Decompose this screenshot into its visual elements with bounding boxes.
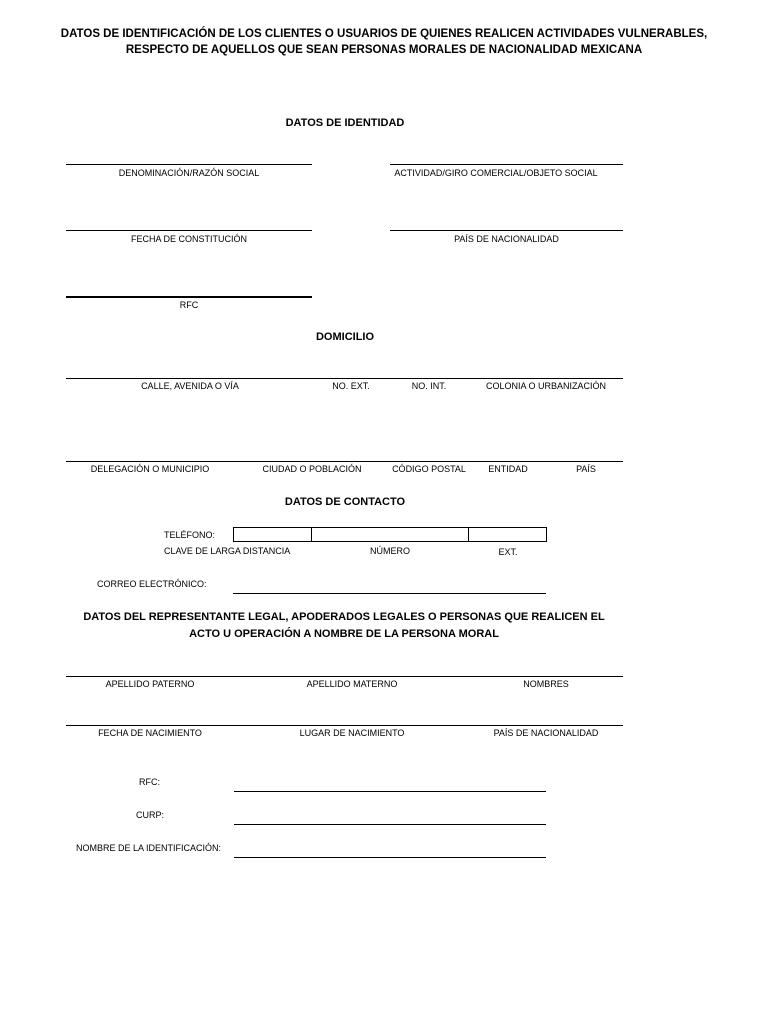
curp-field-line[interactable] xyxy=(234,824,546,825)
ciudad-label: CIUDAD O POBLACIÓN xyxy=(262,464,362,474)
lugar-nacimiento-label: LUGAR DE NACIMIENTO xyxy=(299,728,405,738)
nombre-identificacion-label: NOMBRE DE LA IDENTIFICACIÓN: xyxy=(76,843,222,853)
telefono-ext-box[interactable] xyxy=(468,527,547,542)
document-title-line-1: DATOS DE IDENTIFICACIÓN DE LOS CLIENTES O USUARIOS DE QUIENES REALICEN ACTIVIDADES VULNERABLES, xyxy=(60,28,708,40)
no-int-label: NO. INT. xyxy=(411,381,447,391)
curp-label: CURP: xyxy=(135,810,164,820)
section-heading-identidad: DATOS DE IDENTIDAD xyxy=(285,117,405,129)
denominacion-field-line[interactable] xyxy=(66,164,312,165)
apellido-paterno-label: APELLIDO PATERNO xyxy=(105,679,195,689)
rfc-rep-field-line[interactable] xyxy=(234,791,546,792)
correo-field-line[interactable] xyxy=(233,593,546,594)
ext-label: EXT. xyxy=(498,547,518,557)
section-heading-contacto: DATOS DE CONTACTO xyxy=(284,496,406,508)
rfc-field-line[interactable] xyxy=(66,296,312,298)
calle-label: CALLE, AVENIDA O VÍA xyxy=(141,381,239,391)
pais-nacionalidad-rep-label: PAÍS DE NACIONALIDAD xyxy=(493,728,599,738)
section-heading-representante-line-1: DATOS DEL REPRESENTANTE LEGAL, APODERADOS LEGALES O PERSONAS QUE REALICEN EL xyxy=(83,611,605,623)
rfc-label: RFC xyxy=(179,300,199,310)
apellido-materno-label: APELLIDO MATERNO xyxy=(306,679,398,689)
no-ext-label: NO. EXT. xyxy=(332,381,370,391)
colonia-label: COLONIA O URBANIZACIÓN xyxy=(485,381,607,391)
entidad-label: ENTIDAD xyxy=(488,464,528,474)
fecha-nacimiento-label: FECHA DE NACIMIENTO xyxy=(98,728,202,738)
actividad-field-line[interactable] xyxy=(390,164,623,165)
delegacion-label: DELEGACIÓN O MUNICIPIO xyxy=(90,464,210,474)
telefono-clave-box[interactable] xyxy=(233,527,312,542)
actividad-label: ACTIVIDAD/GIRO COMERCIAL/OBJETO SOCIAL xyxy=(394,168,598,178)
pais-label: PAÍS xyxy=(576,464,596,474)
document-title-line-2: RESPECTO DE AQUELLOS QUE SEAN PERSONAS MORALES DE NACIONALIDAD MEXICANA xyxy=(125,44,643,56)
telefono-numero-box[interactable] xyxy=(311,527,469,542)
clave-larga-distancia-label: CLAVE DE LARGA DISTANCIA xyxy=(164,546,291,556)
telefono-label: TELÉFONO: xyxy=(164,530,216,540)
section-heading-domicilio: DOMICILIO xyxy=(315,331,375,343)
representante-nacimiento-line[interactable] xyxy=(66,725,623,726)
domicilio-line-1[interactable] xyxy=(66,378,623,379)
pais-nacionalidad-field-line[interactable] xyxy=(390,230,623,231)
correo-label: CORREO ELECTRÓNICO: xyxy=(97,579,207,589)
representante-nombre-line[interactable] xyxy=(66,676,623,677)
fecha-constitucion-label: FECHA DE CONSTITUCIÓN xyxy=(130,234,247,244)
pais-nacionalidad-label: PAÍS DE NACIONALIDAD xyxy=(454,234,559,244)
codigo-postal-label: CÓDIGO POSTAL xyxy=(392,464,466,474)
rfc-rep-label: RFC: xyxy=(139,777,160,787)
section-heading-representante-line-2: ACTO U OPERACIÓN A NOMBRE DE LA PERSONA MORAL xyxy=(189,628,499,640)
nombres-label: NOMBRES xyxy=(523,679,569,689)
numero-label: NÚMERO xyxy=(370,546,410,556)
fecha-constitucion-field-line[interactable] xyxy=(66,230,312,231)
nombre-identificacion-field-line[interactable] xyxy=(234,857,546,858)
denominacion-label: DENOMINACIÓN/RAZÓN SOCIAL xyxy=(118,168,260,178)
domicilio-line-2[interactable] xyxy=(66,461,623,462)
